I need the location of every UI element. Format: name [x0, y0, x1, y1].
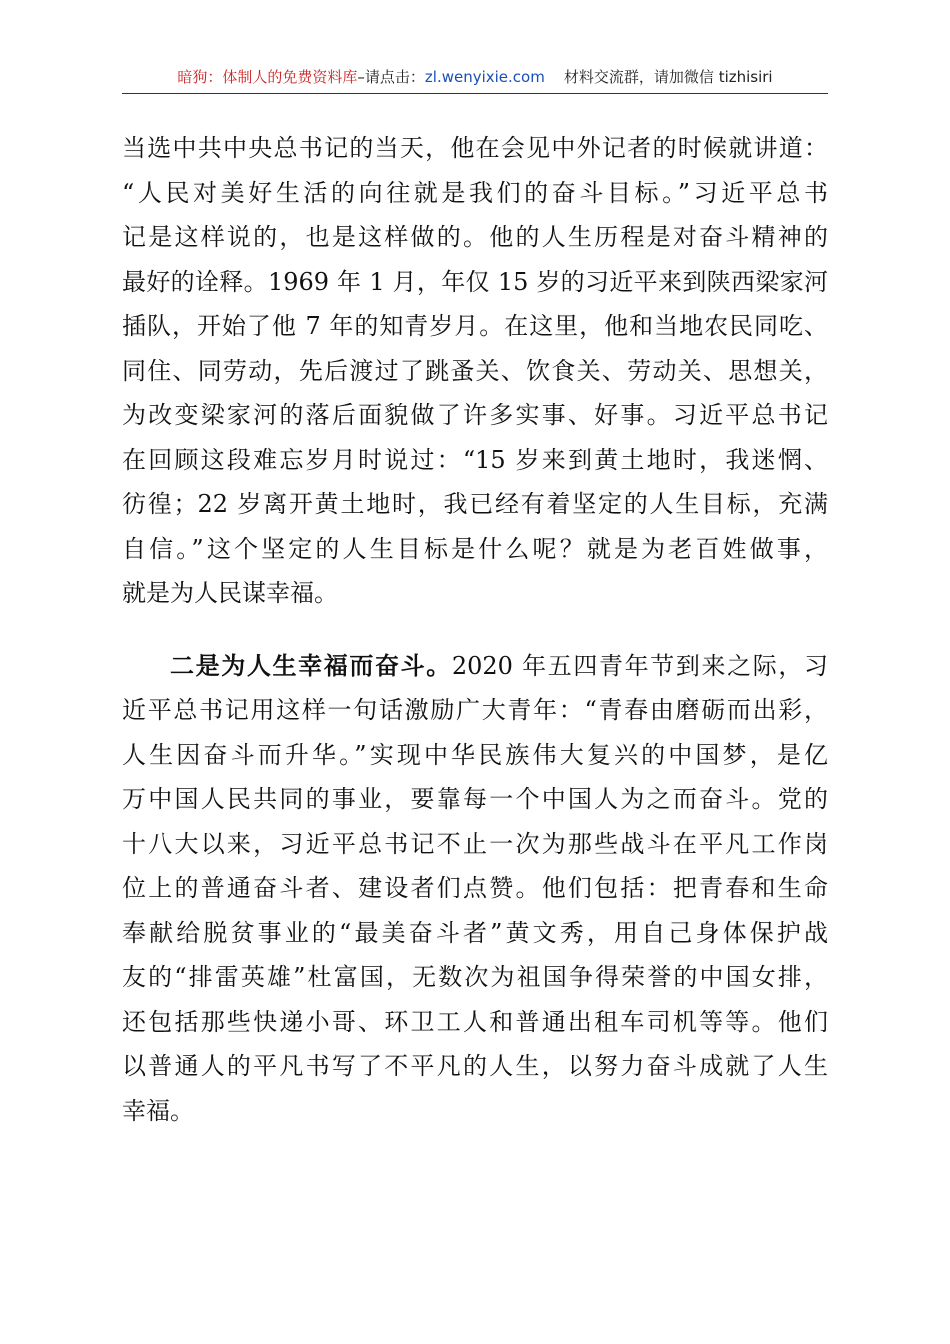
text-line: 当选中共中央总书记的当天，他在会见中外记者的时候就讲道： — [122, 134, 828, 162]
text-line: 彷徨；22 岁离开黄土地时，我已经有着坚定的人生目标，充满 — [122, 490, 828, 518]
text-line: 友的“排雷英雄”杜富国，无数次为祖国争得荣誉的中国女排， — [122, 963, 828, 991]
header-contact: 材料交流群，请加微信 tizhisiri — [563, 68, 773, 86]
text-line: 幸福。 — [122, 1096, 194, 1125]
header-click-prompt: –请点击： — [357, 68, 425, 86]
paragraph-gap — [122, 616, 828, 644]
header-brand: 暗狗：体制人的免费资料库 — [177, 68, 358, 86]
body-text — [122, 126, 828, 1133]
text-line: 在回顾这段难忘岁月时说过：“15 岁来到黄土地时，我迷惘、 — [122, 445, 828, 474]
text-line: 以普通人的平凡书写了不平凡的人生，以努力奋斗成就了人生 — [122, 1052, 828, 1080]
text-line: 还包括那些快递小哥、环卫工人和普通出租车司机等等。他们 — [122, 1007, 828, 1036]
paragraph-1 — [122, 126, 828, 616]
text-line: 十八大以来，习近平总书记不止一次为那些战斗在平凡工作岗 — [122, 829, 828, 858]
header-spacer — [545, 68, 564, 86]
text-line: 自信。”这个坚定的人生目标是什么呢？就是为老百姓做事， — [122, 534, 828, 563]
text-line: 记是这样说的，也是这样做的。他的人生历程是对奋斗精神的 — [122, 223, 828, 251]
text-run: 2020 年五四青年节到来之际，习 — [451, 651, 829, 680]
text-line: “人民对美好生活的向往就是我们的奋斗目标。”习近平总书 — [122, 178, 828, 207]
text-line: 人生因奋斗而升华。”实现中华民族伟大复兴的中国梦，是亿 — [122, 740, 828, 769]
text-line: 插队，开始了他 7 年的知青岁月。在这里，他和当地农民同吃、 — [122, 312, 828, 340]
paragraph-2 — [122, 644, 828, 1134]
text-line: 近平总书记用这样一句话激励广大青年：“青春由磨砺而出彩， — [122, 696, 828, 724]
text-line: 奉献给脱贫事业的“最美奋斗者”黄文秀，用自己身体保护战 — [122, 918, 828, 947]
text-line: 位上的普通奋斗者、建设者们点赞。他们包括：把青春和生命 — [122, 874, 828, 902]
page-header — [0, 66, 950, 88]
header-link[interactable]: zl.wenyixie.com — [424, 68, 545, 86]
paragraph-heading: 二是为人生幸福而奋斗。 — [170, 650, 452, 680]
text-line: 就是为人民谋幸福。 — [122, 579, 338, 607]
header-divider — [122, 93, 828, 94]
text-line: 万中国人民共同的事业，要靠每一个中国人为之而奋斗。党的 — [122, 785, 828, 813]
text-line: 同住、同劳动，先后渡过了跳蚤关、饮食关、劳动关、思想关， — [122, 356, 828, 385]
text-line: 最好的诠释。1969 年 1 月，年仅 15 岁的习近平来到陕西梁家河 — [122, 267, 828, 296]
text-line-first — [122, 644, 828, 689]
text-line: 为改变梁家河的落后面貌做了许多实事、好事。习近平总书记 — [122, 401, 828, 429]
